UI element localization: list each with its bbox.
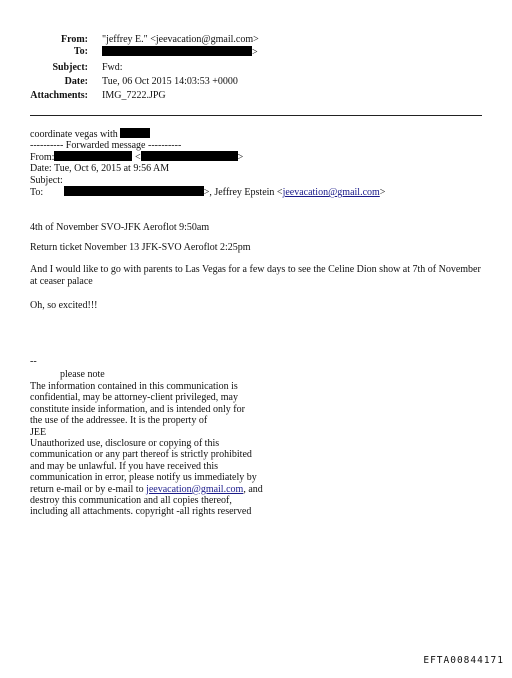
- to-value: [102, 46, 258, 59]
- redaction-box: [120, 128, 150, 138]
- to-suffix: >: [252, 47, 258, 58]
- forward-from-close: >: [237, 152, 244, 163]
- forward-to-row: [30, 186, 385, 199]
- forward-to-email-link[interactable]: jeevacation@gmail.com: [282, 187, 380, 198]
- forward-to-tail: >, Jeffrey Epstein <: [203, 187, 283, 198]
- from-value: "jeffrey E." <jeevacation@gmail.com>: [102, 34, 259, 45]
- body-paragraph-1: 4th of November SVO-JFK Aeroflot 9:50am: [30, 222, 210, 233]
- to-label: To:: [73, 46, 88, 57]
- signature-note: please note: [60, 369, 105, 380]
- forward-date-row: Date: Tue, Oct 6, 2015 at 9:56 AM: [30, 163, 170, 174]
- attachments-value: IMG_7222.JPG: [102, 90, 166, 101]
- forward-to-close: >: [379, 187, 386, 198]
- notice-text-after: , and destroy this communication and all copies thereof, including all attachments. copyright -all rights reserved: [30, 483, 263, 518]
- forwarded-marker: ---------- Forwarded message ----------: [30, 140, 182, 151]
- signature-dashes: --: [30, 356, 37, 367]
- body-paragraph-2: Return ticket November 13 JFK-SVO Aeroflot 2:25pm: [30, 242, 251, 253]
- subject-value: Fwd:: [102, 62, 123, 73]
- notice-text-before: The information contained in this communication is confidential, may be attorney-client privileged, may constitute inside information, and is intended only for the use of the addressee. It is the property of JEE Unauthorized use, disclosure or copying of this communication or any part thereof is strictly prohibited and may be unlawful. If you have received this communication in error, please notify us immediately by return e-mail or by e-mail to: [30, 381, 257, 495]
- date-value: Tue, 06 Oct 2015 14:03:53 +0000: [102, 76, 238, 87]
- attachments-label: Attachments:: [30, 90, 88, 101]
- redaction-box: [102, 46, 252, 56]
- forward-subject-row: Subject:: [30, 175, 63, 186]
- forward-intro-text: coordinate vegas with: [30, 129, 118, 140]
- redaction-box: [64, 186, 204, 196]
- from-label: From:: [60, 34, 88, 45]
- body-paragraph-3: And I would like to go with parents to Las Vegas for a few days to see the Celine Dion show at 7th of November at ceaser palace: [30, 264, 481, 287]
- confidentiality-notice: [30, 381, 270, 518]
- redaction-box: [141, 151, 238, 161]
- forward-to-label: To:: [30, 187, 44, 198]
- redaction-box: [54, 151, 132, 161]
- subject-label: Subject:: [52, 62, 88, 73]
- document-id: EFTA00844171: [423, 655, 504, 666]
- forward-from-bracket: <: [134, 152, 141, 163]
- date-label: Date:: [64, 76, 88, 87]
- body-paragraph-4: Oh, so excited!!!: [30, 300, 98, 311]
- notice-email-link[interactable]: jeevacation@gmail.com: [146, 483, 244, 495]
- header-divider: [30, 115, 482, 116]
- forward-from-label: From:: [30, 152, 55, 163]
